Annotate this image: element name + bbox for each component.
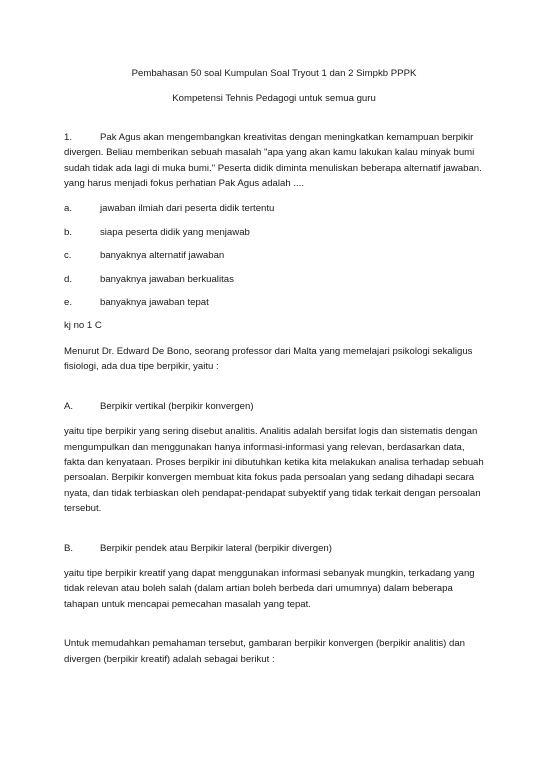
answer-key: kj no 1 C [64,320,102,332]
intro-paragraph: Menurut Dr. Edward De Bono, seorang professor dari Malta yang memelajari psikologi sekaligus fisiologi, ada dua tipe berpikir, yaitu : [64,345,473,373]
option-letter: b. [64,226,73,238]
section-b-heading [64,541,484,556]
document-title: Pembahasan 50 soal Kumpulan Soal Tryout 1 dan 2 Simpkb PPPK [131,68,417,79]
section-heading-text: Berpikir pendek atau Berpikir lateral (berpikir divergen) [100,542,332,554]
option-b [64,225,484,240]
option-d [64,272,484,287]
section-letter: B. [64,542,74,554]
option-e [64,295,484,310]
option-a [64,201,484,216]
closing-paragraph: Untuk memudahkan pemahaman tersebut, gambaran berpikir konvergen (berpikir analitis) dan divergen (berpikir kreatif) adalah sebagai berikut : [64,638,466,665]
question-number: 1. [64,131,73,143]
section-a-body: yaitu tipe berpikir yang sering disebut analitis. Analitis adalah bersifat logis dan sistematis dengan mengumpulkan dan menggunakan hanya informasi-informasi yang relevan, berdasarkan data, fakta dan kenyataan. Proses berpikir ini dibutuhkan ketika kita melakukan analisa terhadap sebuah persoalan. Berpikir konvergen membuat kita fokus pada persoalan yang sedang dihadapi secara nyata, dan tidak terbiaskan oleh pendapat-pendapat subyektif yang tidak terkait dengan persoalan tersebut. [64,426,484,515]
option-text: banyaknya alternatif jawaban [100,250,225,262]
section-heading-text: Berpikir vertikal (berpikir konvergen) [100,400,254,412]
section-b-body: yaitu tipe berpikir kreatif yang dapat menggunakan informasi sebanyak mungkin, terkadang yang tidak relevan atau boleh salah (dalam artian boleh berbeda dari umumnya) dalam beberapa tahapan untuk mencapai pemecahan masalah yang tepat. [64,567,475,610]
option-text: siapa peserta didik yang menjawab [100,226,250,238]
section-a-heading [64,399,484,414]
option-letter: e. [64,297,73,309]
document-subtitle: Kompetensi Tehnis Pedagogi untuk semua guru [172,93,376,105]
question-1 [64,130,484,192]
question-text: Pak Agus akan mengembangkan kreativitas dengan meningkatkan kemampuan berpikir divergen. Beliau memberikan sebuah masalah "apa yang akan kamu lakukan kalau minyak bumi sudah tidak ada lagi di muka bumi." Peserta didik diminta menuliskan beberapa alternatif jawaban. yang harus menjadi fokus perhatian Pak Agus adalah .... [64,131,482,190]
option-text: jawaban ilmiah dari peserta didik tertentu [100,203,275,215]
option-letter: d. [64,273,73,285]
section-letter: A. [64,400,74,412]
option-c [64,248,484,263]
option-text: banyaknya jawaban tepat [100,297,209,309]
option-letter: a. [64,203,73,215]
option-letter: c. [64,250,72,262]
option-text: banyaknya jawaban berkualitas [100,273,234,285]
